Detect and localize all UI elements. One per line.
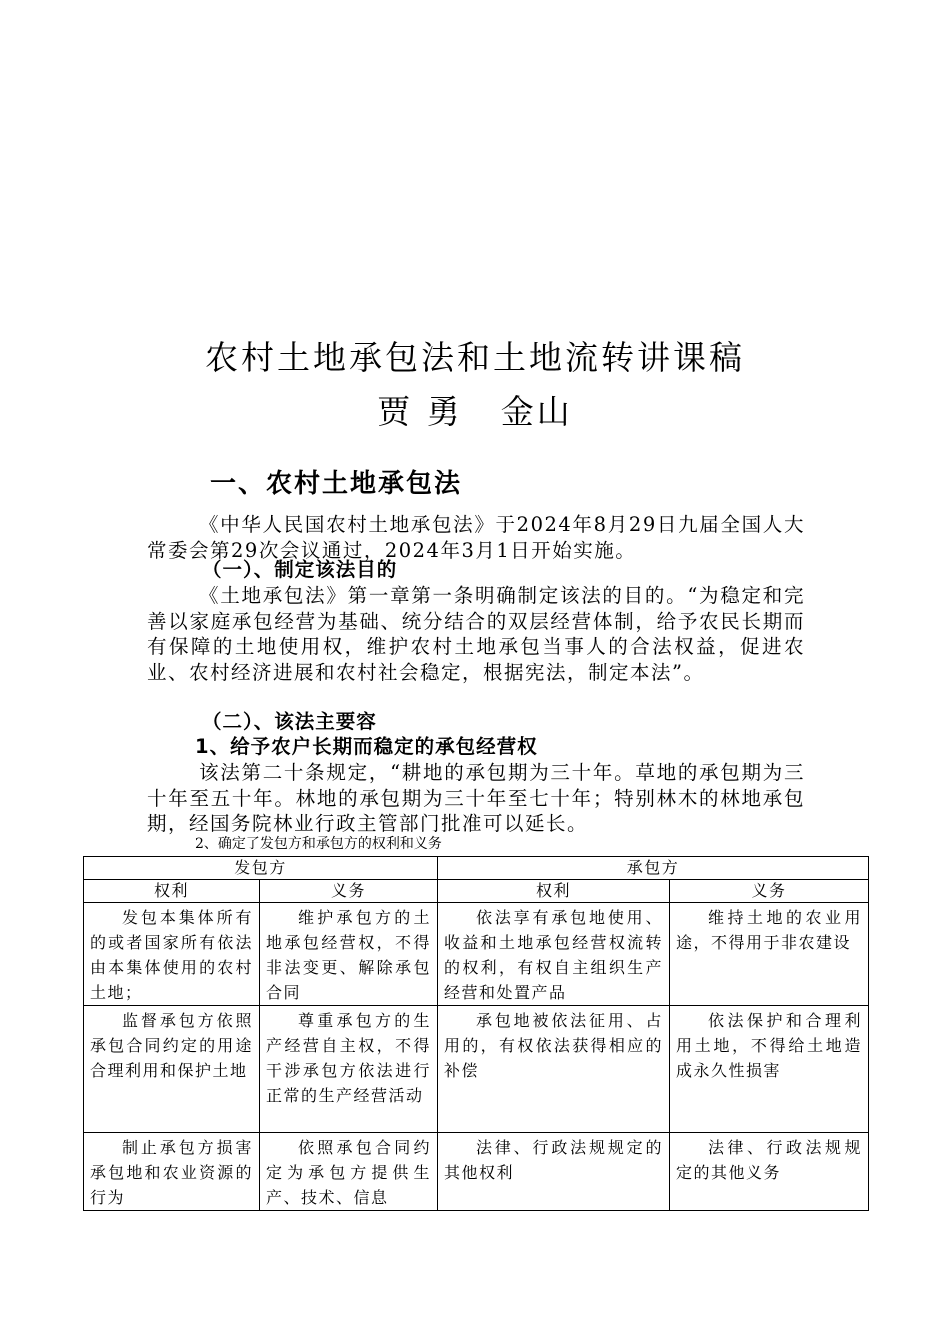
group-header-contractor: 承包方 bbox=[438, 857, 869, 880]
rights-obligations-table bbox=[83, 856, 869, 1211]
intro-paragraph: 《中华人民国农村土地承包法》于2024年8月29日九届全国人大常委会第29次会议通过，2024年3月1日开始实施。 bbox=[147, 513, 805, 562]
section-heading: 一、农村土地承包法 bbox=[210, 469, 463, 499]
table-cell: 承包地被依法征用、占用的，有权依法获得相应的补偿 bbox=[438, 1006, 670, 1133]
document-authors bbox=[0, 392, 950, 432]
purpose-paragraph: 《土地承包法》第一章第一条明确制定该法的目的。“为稳定和完善以家庭承包经营为基础、统分结合的双层经营体制，给予农民长期而有保障的土地使用权，维护农村土地承包当事人的合法权益，促进农业、农村经济进展和农村社会稳定，根据宪法，制定本法”。 bbox=[147, 584, 805, 684]
group-header-row bbox=[84, 857, 869, 880]
table-cell: 依照承包合同约定为承包方提供生产、技术、信息 bbox=[260, 1133, 438, 1211]
table-cell: 维护承包方的土地承包经营权，不得非法变更、解除承包合同 bbox=[260, 903, 438, 1006]
table-cell: 依法享有承包地使用、收益和土地承包经营权流转的权利，有权自主组织生产经营和处置产品 bbox=[438, 903, 670, 1006]
column-header: 义务 bbox=[260, 880, 438, 903]
group-header-issuer: 发包方 bbox=[84, 857, 438, 880]
subheading-purpose: （一）、制定该法目的 bbox=[202, 558, 398, 581]
table-cell: 发包本集体所有的或者国家所有依法由本集体使用的农村土地； bbox=[84, 903, 260, 1006]
column-header: 义务 bbox=[670, 880, 869, 903]
column-header: 权利 bbox=[84, 880, 260, 903]
item1-paragraph: 该法第二十条规定，“耕地的承包期为三十年。草地的承包期为三十年至五十年。林地的承包期为三十年至七十年；特别林木的林地承包期，经国务院林业行政主管部门批准可以延长。 bbox=[147, 761, 805, 835]
author-first: 贾 勇 bbox=[377, 392, 463, 431]
subheading-item1: 1、给予农户长期而稳定的承包经营权 bbox=[195, 735, 538, 758]
column-header: 权利 bbox=[438, 880, 670, 903]
table-cell: 法律、行政法规规定的其他义务 bbox=[670, 1133, 869, 1211]
table-row bbox=[84, 903, 869, 1006]
table-row bbox=[84, 1133, 869, 1211]
table-caption: 2、确定了发包方和承包方的权利和义务 bbox=[195, 836, 442, 852]
table-row bbox=[84, 1006, 869, 1133]
table-cell: 依法保护和合理利用土地，不得给土地造成永久性损害 bbox=[670, 1006, 869, 1133]
subheading-content: （二）、该法主要容 bbox=[202, 710, 377, 733]
table-cell: 维持土地的农业用途，不得用于非农建设 bbox=[670, 903, 869, 1006]
column-header-row bbox=[84, 880, 869, 903]
table-cell: 尊重承包方的生产经营自主权，不得干涉承包方依法进行正常的生产经营活动 bbox=[260, 1006, 438, 1133]
author-second: 金山 bbox=[500, 392, 573, 431]
document-title: 农村土地承包法和土地流转讲课稿 bbox=[205, 338, 745, 377]
table-cell: 监督承包方依照承包合同约定的用途合理利用和保护土地 bbox=[84, 1006, 260, 1133]
table-cell: 制止承包方损害承包地和农业资源的行为 bbox=[84, 1133, 260, 1211]
table-cell: 法律、行政法规规定的其他权利 bbox=[438, 1133, 670, 1211]
